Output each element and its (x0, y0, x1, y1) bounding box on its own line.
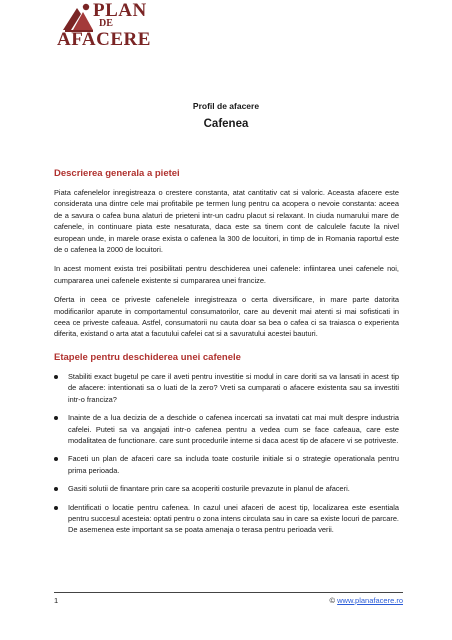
list-item-text: Gasiti solutii de finantare prin care sa acoperiti costurile prevazute in planul de afaceri. (68, 484, 350, 494)
list-item (54, 483, 399, 494)
list-item-text: Identificati o locatie pentru cafenea. In cazul unei afaceri de acest tip, localizarea este esentiala pentru succesul acesteia: optati pentru o zona intens circulata sau in care sa existe locuri de parcare. De asemenea este important sa se poata amenaja o terasa pentru perioada verii. (68, 502, 399, 535)
list-item-text: Faceti un plan de afaceri care sa includa toate costurile initiale si o strategie operationala pentru prima perioada. (68, 454, 399, 475)
bullet-icon (54, 457, 58, 461)
list-item-text: Inainte de a lua decizia de a deschide o cafenea incercati sa invatati cat mai mult despre industria cafelei. Puteti sa va angajati intr-o cafenea pentru a vedea cum se face cafeaua, care este modalitatea de functionare. care sunt procedurile interne si daca acest tip de afacere vi se potriveste. (68, 413, 399, 445)
list-item (54, 412, 399, 446)
paragraph: In acest moment exista trei posibilitati pentru deschiderea unei cafenele: infiintarea unei cafenele noi, cumpararea unei cafenele existente si cumpararea unei francize. (54, 264, 399, 285)
website-link[interactable]: www.planafacere.ro (337, 596, 403, 605)
list-item (54, 453, 399, 476)
paragraph: Piata cafenelelor inregistreaza o crestere constanta, atat cantitativ cat si valoric. Aceasta afacere este considerata una dintre cele mai profitabile pe termen lung pentru ca acopera o nevoie constanta: aceea de a savura o cafea buna alaturi de prieteni intr-un cadru placut si relaxant. In ciuda numarului mare de cafenele, in continuare piata este nesaturata, daca este sa tinem cont de calculele facute la nivel european unde, in marele orase exista o cafenea la 300 de locuitori, in timp de in Romania raportul este de o cafenea la 2000 de locuitori. (54, 188, 399, 255)
page-number: 1 (54, 596, 59, 605)
document-title: Cafenea (203, 118, 249, 130)
logo[interactable] (57, 0, 157, 54)
document-body (54, 168, 399, 543)
list-item (54, 502, 399, 536)
list-item-text: Stabiliti exact bugetul pe care il aveti pentru investitie si modul in care doriti sa va lansati in acest tip de afacere: intentionati sa o luati de la zero? Vreti sa cumparati o afacere existenta sau sa investiti intr-o franciza? (68, 371, 399, 404)
copyright-symbol: © (329, 596, 336, 605)
bullet-icon (54, 416, 58, 420)
logo-text-line3: AFACERE (57, 29, 151, 50)
steps-list (54, 371, 399, 536)
bullet-icon (54, 506, 58, 510)
section-heading-market: Descrierea generala a pietei (54, 168, 180, 179)
logo-text-line1: PLAN (93, 0, 147, 21)
document-kicker: Profil de afacere (192, 101, 260, 111)
paragraph: Oferta in ceea ce priveste cafenelele inregistreaza o certa diversificare, in mare parte datorita modificarilor aparute in comportamentul consumatorilor, care au devenit mai atenti si mai sofisticati in ceea ce priveste cafeaua. Astfel, consumatorii nu cauta doar sa bea o cafea ci sa traiasca o experienta diferita, existand o arta atat a facutului cafelei cat si a savuratului acestei bauturi. (54, 295, 399, 339)
list-item (54, 371, 399, 405)
bullet-icon (54, 375, 58, 379)
footer-divider (54, 592, 403, 593)
section-heading-steps: Etapele pentru deschiderea unei cafenele (54, 351, 241, 363)
footer-website (330, 596, 404, 605)
bullet-icon (54, 487, 58, 491)
logo-text-line2: DE (99, 18, 113, 29)
